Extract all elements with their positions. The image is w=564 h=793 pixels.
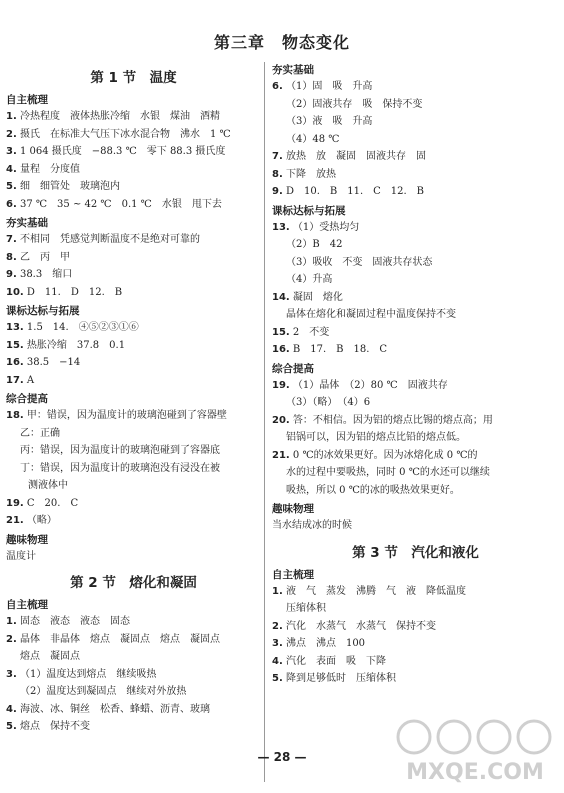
answer-item — [6, 337, 261, 355]
item-text: 甲：错误，因为温度计的玻璃泡碰到了容器壁 — [26, 410, 227, 421]
answer-item — [6, 372, 261, 390]
item-number: 2. — [272, 620, 283, 632]
section-title: 第 3 节 汽化和液化 — [352, 544, 479, 561]
item-text: C 20. C — [26, 497, 79, 509]
item-number: 1. — [6, 111, 17, 122]
item-text: 冷热程度 液体热胀冷缩 水银 煤油 酒精 — [19, 111, 220, 122]
answer-item — [272, 183, 559, 201]
item-text: D 10. B 11. C 12. B — [285, 186, 425, 197]
item-number: 15. — [6, 339, 24, 351]
item-number: 6. — [6, 198, 17, 210]
answer-item — [272, 635, 559, 653]
item-number: 13. — [272, 221, 290, 233]
item-number: 16. — [6, 357, 24, 368]
item-text: 答：不相信。因为铝的熔点比锡的熔点高；用 — [292, 414, 493, 426]
item-text: 量程 分度值 — [19, 163, 80, 175]
answer-text: 温度计 — [6, 550, 36, 562]
item-text: 1.5 14. ④⑤②③①⑥ — [26, 322, 139, 333]
page-number: — 28 — — [257, 750, 307, 764]
item-number: 9. — [272, 186, 283, 197]
answer-item — [6, 631, 261, 649]
answer-continuation: 压缩体积 — [286, 603, 326, 614]
item-number: 21. — [6, 515, 24, 526]
item-text: 38.5 −14 — [26, 357, 81, 368]
answer-continuation: 晶体在熔化和凝固过程中温度保持不变 — [286, 309, 456, 320]
subsection-heading: 夯实基础 — [6, 217, 48, 229]
answer-item — [272, 670, 559, 688]
section-title: 第 2 节 熔化和凝固 — [70, 575, 197, 591]
item-text: D 11. D 12. B — [26, 286, 123, 298]
page-title: 第三章 物态变化 — [213, 33, 350, 52]
subsection-heading: 自主梳理 — [6, 94, 48, 106]
answer-continuation: 熔点 凝固点 — [20, 651, 80, 662]
item-text: A — [26, 374, 35, 386]
answer-continuation: （4）升高 — [286, 274, 333, 285]
item-number: 5. — [272, 673, 283, 684]
item-number: 3. — [272, 638, 283, 649]
answer-item — [272, 618, 559, 636]
item-number: 2. — [6, 128, 17, 140]
left-column — [6, 60, 261, 736]
item-text: （1）固 吸 升高 — [285, 81, 373, 92]
item-number: 13. — [6, 322, 24, 333]
answer-continuation: （3）液 吸 升高 — [286, 116, 373, 127]
answer-item — [6, 666, 261, 684]
answer-item — [6, 407, 261, 425]
answer-continuation: 丙：错误，因为温度计的玻璃泡碰到了容器底 — [20, 445, 220, 456]
answer-item — [272, 148, 559, 166]
item-number: 9. — [6, 269, 17, 280]
answer-continuation: （3）吸收 不变 固液共存状态 — [286, 256, 433, 268]
item-number: 16. — [272, 344, 290, 355]
item-text: 沸点 沸点 100 — [285, 638, 366, 649]
subsection-heading: 综合提高 — [6, 393, 48, 405]
item-number: 19. — [272, 379, 290, 391]
item-text: 1 064 摄氏度 −88.3 ℃ 零下 88.3 摄氏度 — [19, 146, 226, 157]
answer-item — [6, 613, 261, 631]
item-number: 4. — [272, 655, 283, 667]
item-number: 7. — [6, 234, 17, 245]
subsection-heading: 课标达标与拓展 — [272, 204, 346, 217]
answer-item — [6, 143, 261, 161]
answer-item — [272, 412, 559, 430]
item-text: （1）温度达到熔点 继续吸热 — [19, 668, 157, 680]
answer-text: 当水结成冰的时候 — [272, 520, 352, 531]
item-number: 15. — [272, 326, 290, 338]
item-number: 1. — [6, 616, 17, 627]
item-text: （1）晶体 （2）80 ℃ 固液共存 — [292, 379, 448, 391]
item-text: 38.3 缩口 — [19, 269, 73, 280]
item-number: 10. — [6, 286, 24, 298]
item-number: 2. — [6, 633, 17, 645]
item-number: 17. — [6, 374, 24, 386]
answer-continuation: 丁：错误，因为温度计的玻璃泡没有浸没在被 — [20, 462, 220, 474]
answer-item — [6, 319, 261, 337]
answer-item — [6, 354, 261, 372]
answer-item — [6, 718, 261, 736]
item-number: 19. — [6, 497, 24, 509]
item-number: 8. — [272, 168, 283, 180]
answer-item — [6, 249, 261, 267]
item-text: 2 不变 — [292, 326, 330, 338]
answer-continuation: 乙：正确 — [20, 427, 60, 439]
answer-continuation: （2）温度达到凝固点 继续对外放热 — [20, 686, 187, 697]
answer-item — [272, 166, 559, 184]
answer-item — [272, 289, 559, 307]
answer-continuation: （2）B 42 — [286, 239, 343, 250]
answer-item — [272, 341, 559, 359]
item-text: （略） — [26, 515, 57, 526]
item-text: 晶体 非晶体 熔点 凝固点 熔点 凝固点 — [19, 633, 220, 645]
answer-item — [6, 266, 261, 284]
item-number: 20. — [272, 414, 290, 426]
item-text: 细 细管处 玻璃泡内 — [19, 181, 120, 192]
item-number: 3. — [6, 668, 17, 680]
answer-continuation: 铝锅可以，因为铝的熔点比铅的熔点低。 — [286, 432, 466, 443]
answer-continuation: （4）48 ℃ — [286, 133, 340, 145]
subsection-heading: 趣味物理 — [272, 503, 314, 515]
item-text: 汽化 表面 吸 下降 — [285, 655, 386, 667]
item-text: （1）受热均匀 — [292, 221, 360, 233]
item-number: 6. — [272, 81, 283, 92]
answer-item — [6, 701, 261, 719]
answer-item — [272, 583, 559, 601]
item-text: 热胀冷缩 37.8 0.1 — [26, 339, 126, 351]
item-number: 18. — [6, 410, 24, 421]
section-title: 第 1 节 温度 — [90, 70, 177, 86]
item-text: 固态 液态 液态 固态 — [19, 616, 130, 627]
item-text: B 17. B 18. C — [292, 344, 388, 355]
item-text: 37 ℃ 35 ~ 42 ℃ 0.1 ℃ 水银 甩下去 — [19, 198, 222, 210]
item-number: 4. — [6, 163, 17, 175]
answer-continuation: （2）固液共存 吸 保持不变 — [286, 98, 423, 110]
column-divider — [264, 62, 265, 782]
subsection-heading: 课标达标与拓展 — [6, 305, 80, 317]
answer-continuation: 吸热，所以 0 ℃的冰的吸热效果更好。 — [286, 484, 460, 496]
answer-item — [272, 653, 559, 671]
subsection-heading: 综合提高 — [272, 362, 314, 375]
answer-continuation: 测液体中 — [28, 480, 68, 491]
answer-item — [6, 108, 261, 126]
answer-item — [272, 324, 559, 342]
answer-continuation: （3）（略） （4）6 — [286, 397, 371, 408]
answer-item — [6, 161, 261, 179]
item-number: 5. — [6, 181, 17, 192]
item-number: 14. — [272, 291, 290, 303]
answer-item — [6, 495, 261, 513]
item-text: 不相同 凭感觉判断温度不是绝对可靠的 — [19, 234, 200, 245]
answer-item — [6, 196, 261, 214]
answer-item — [6, 126, 261, 144]
item-text: 降到足够低时 压缩体积 — [285, 673, 396, 684]
answer-item — [272, 447, 559, 465]
item-text: 0 ℃的冰效果更好。因为冰熔化成 0 ℃的 — [292, 449, 478, 461]
watermark-text: MXQE.COM — [406, 760, 544, 785]
item-text: 液 气 蒸发 沸腾 气 液 降低温度 — [285, 585, 466, 597]
item-text: 熔点 保持不变 — [19, 721, 90, 732]
item-number: 4. — [6, 703, 17, 715]
subsection-heading: 自主梳理 — [272, 568, 314, 581]
answer-item — [6, 284, 261, 302]
item-number: 1. — [272, 585, 283, 597]
answer-item — [6, 231, 261, 249]
answer-item — [272, 219, 559, 237]
item-text: 放热 放 凝固 固液共存 固 — [285, 151, 426, 162]
item-text: 下降 放热 — [285, 168, 336, 180]
item-number: 3. — [6, 146, 17, 157]
item-text: 海波、冰、铜丝 松香、蜂蜡、沥青、玻璃 — [19, 703, 210, 715]
item-number: 8. — [6, 251, 17, 263]
subsection-heading: 夯实基础 — [272, 64, 314, 76]
item-number: 7. — [272, 151, 283, 162]
item-text: 摄氏 在标准大气压下冰水混合物 沸水 1 ℃ — [19, 128, 231, 140]
item-text: 凝固 熔化 — [292, 291, 343, 303]
item-number: 5. — [6, 721, 17, 732]
subsection-heading: 趣味物理 — [6, 533, 48, 546]
answer-item — [6, 178, 261, 196]
right-column — [272, 60, 559, 688]
answer-item — [272, 78, 559, 96]
answer-continuation: 水的过程中要吸热，同时 0 ℃的水还可以继续 — [286, 467, 490, 478]
item-text: 乙 丙 甲 — [19, 251, 70, 263]
answer-item — [6, 512, 261, 530]
watermark-logo — [392, 713, 558, 785]
subsection-heading: 自主梳理 — [6, 599, 48, 611]
answer-item — [272, 377, 559, 395]
item-number: 21. — [272, 449, 290, 461]
item-text: 汽化 水蒸气 水蒸气 保持不变 — [285, 620, 436, 632]
